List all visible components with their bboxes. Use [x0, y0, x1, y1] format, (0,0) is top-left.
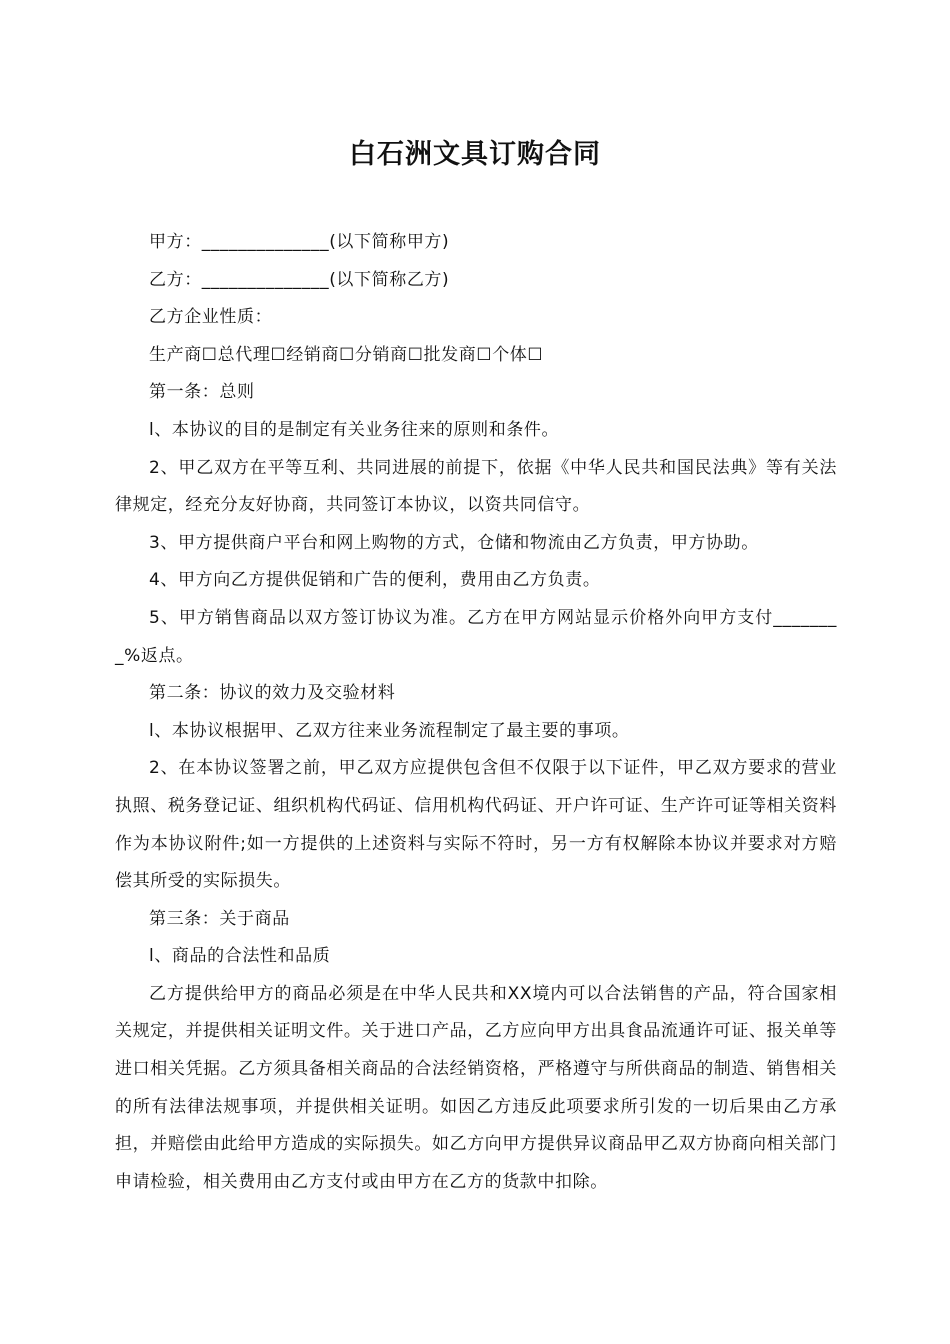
- article-1-clause-4: 4、甲方向乙方提供促销和广告的便利，费用由乙方负责。: [149, 570, 601, 591]
- article-1-clause-2: 2、甲乙双方在平等互利、共同进展的前提下，依据《中华人民共和国民法典》等有关法律规定，经充分友好协商，共同签订本协议，以资共同信守。: [115, 457, 837, 516]
- article-3-clause-1: l、商品的合法性和品质: [149, 946, 331, 967]
- article-1-clause-5: 5、甲方销售商品以双方签订协议为准。乙方在甲方网站显示价格外向甲方支付________%返点。: [115, 607, 837, 666]
- document-body: [115, 224, 837, 1201]
- party-b-line: 乙方：______________(以下简称乙方): [149, 269, 450, 290]
- enterprise-nature-label: 乙方企业性质：: [149, 307, 273, 328]
- article-1-clause-1: l、本协议的目的是制定有关业务往来的原则和条件。: [149, 419, 560, 440]
- article-1-heading: 第一条：总则: [149, 382, 255, 403]
- article-3-heading: 第三条：关于商品: [149, 908, 290, 929]
- article-2-heading: 第二条：协议的效力及交验材料: [149, 683, 396, 704]
- enterprise-nature-options: 生产商☐总代理☐经销商☐分销商☐批发商☐个体☐: [149, 344, 544, 365]
- article-2-clause-2: 2、在本协议签署之前，甲乙双方应提供包含但不仅限于以下证件，甲乙双方要求的营业执照、税务登记证、组织机构代码证、信用机构代码证、开户许可证、生产许可证等相关资料作为本协议附件;如一方提供的上述资料与实际不符时，另一方有权解除本协议并要求对方赔偿其所受的实际损失。: [115, 758, 837, 892]
- document-title: 白石洲文具订购合同: [349, 139, 601, 170]
- article-3-clause-1-body: 乙方提供给甲方的商品必须是在中华人民共和XX境内可以合法销售的产品，符合国家相关规定，并提供相关证明文件。关于进口产品，乙方应向甲方出具食品流通许可证、报关单等进口相关凭据。乙方须具备相关商品的合法经销资格，严格遵守与所供商品的制造、销售相关的所有法律法规事项，并提供相关证明。如因乙方违反此项要求所引发的一切后果由乙方承担，并赔偿由此给甲方造成的实际损失。如乙方向甲方提供异议商品甲乙双方协商向相关部门申请检验，相关费用由乙方支付或由甲方在乙方的货款中扣除。: [115, 983, 837, 1192]
- party-a-line: 甲方：______________(以下简称甲方): [149, 232, 450, 252]
- article-2-clause-1: l、本协议根据甲、乙双方往来业务流程制定了最主要的事项。: [149, 720, 630, 741]
- article-1-clause-3: 3、甲方提供商户平台和网上购物的方式，仓储和物流由乙方负责，甲方协助。: [149, 532, 759, 553]
